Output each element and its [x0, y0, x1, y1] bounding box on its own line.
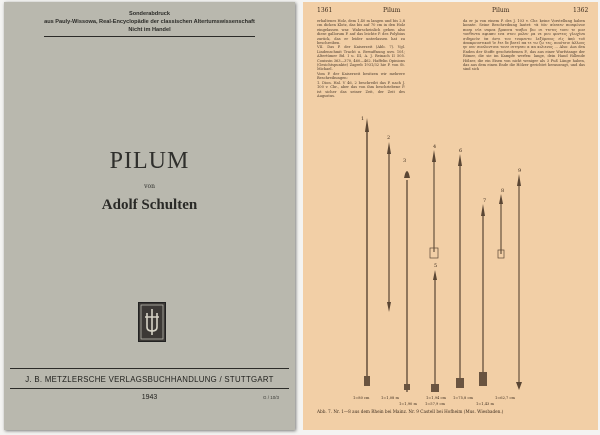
cover-series-line: Nicht im Handel — [128, 27, 171, 33]
publisher-rule-bottom — [10, 388, 289, 389]
pilum-4 — [426, 144, 446, 400]
pilum-label: 5 — [434, 263, 438, 269]
page-number-left: 1361 — [317, 7, 333, 14]
publisher-logo-icon — [138, 302, 166, 342]
scale-label: 1=57,9 cm — [425, 402, 445, 406]
pilum-6 — [453, 148, 473, 400]
pilum-label: 7 — [483, 198, 487, 204]
pilum-2 — [381, 135, 399, 400]
cover-von: von — [144, 183, 155, 190]
cover-code: G / 10/3 — [262, 395, 279, 400]
cover-series-line: aus Pauly-Wissowa, Real-Encyclopädie der classischen Altertumswissenschaft — [44, 19, 255, 25]
paragraph: da er ja von einem P. des J. 103 v. Chr. keine Vorstellung haben konnte. Seine Beschreibung lautet: τὰ ὑὸν αὐσσεν ποσφώνον ποσμ νύε ναμεα βρανσα τεσβοι βιο σι ττετες τονυ τε μοσ τονθεντα αφιαπυ ενα στου ρολεν ρα νε μνο φοντεις γλωχίνα σιδηρούν ὑπ άντι του τνομεντο λεξόμενος εἰς ἀπὸ τοῦ ἀποκρουστικοῦ ἵν ἔτε δε βατεῖ πα τε τω ζω τες, ποιότσιν ἀλλους ην ουν σοσλοντινα τονσ σιτησσο α αα κιλιενος ... Also: Aus den Enden der Stoffe geschriebenen P., das aus einer Wurfstange der Römer, die sie im Kampfe werfen: lange, dein Hand füllende Hölzer, die ein Eisen von nicht weniger als 3 Fuß Länge haben, das aus dem einen Ende die Hölzer gerichtet herausragt, und das sind sich — [463, 19, 585, 72]
running-head-right: Pilum — [492, 7, 510, 14]
scale-label: 1=75,8 cm — [453, 396, 473, 400]
cover-publisher: J. B. METZLERSCHE VERLAGSBUCHHANDLUNG / STUTTGART — [25, 375, 274, 384]
cover-author: Adolf Schulten — [101, 197, 198, 213]
cover-series-note — [44, 10, 255, 37]
cover-year: 1943 — [141, 394, 158, 401]
publisher-rule-top — [10, 368, 289, 369]
pilum-label: 8 — [501, 188, 505, 194]
pilum-7 — [476, 198, 494, 406]
scale-label: 1=1,94 cm — [426, 396, 446, 400]
cover-series-line: Sonderabdruck — [128, 11, 171, 17]
paragraph: Vom P. der Kaiserzeit besitzen wir mehrere Beschreibungen: — [317, 71, 405, 81]
pilum-label: 1 — [361, 116, 365, 122]
pilum-5 — [425, 263, 445, 406]
running-head-left: Pilum — [383, 7, 401, 14]
pilum-figure — [303, 2, 598, 430]
pilum-label: 4 — [433, 144, 437, 150]
pilum-9 — [516, 168, 522, 390]
scale-label: 1=62,7 cm — [495, 396, 515, 400]
pilum-1 — [353, 116, 370, 400]
page-number-right: 1362 — [573, 7, 589, 14]
scale-label: 1=1,90 m — [399, 402, 417, 406]
scale-label: 1=1,08 m — [381, 396, 399, 400]
pilum-8 — [495, 188, 515, 400]
pilum-3 — [399, 158, 417, 406]
offprint-cover — [4, 2, 295, 430]
pilum-label: 2 — [387, 135, 391, 141]
pilum-label: 3 — [403, 158, 407, 164]
cover-title: PILUM — [109, 148, 190, 174]
paragraph: VII. Das P. der Kaiserzeit (Abb. 7). Vgl. Lindenschmit Tracht u. Bewaffnung usw. 10f.; Altertümer Bd. I u. III, A. J. Reinach II 505. Couissin 363—370, 460—462. Haffelin Opinions (Gesichtspunkte) Zagreb 1931/32 hie P. von St. Michael. — [317, 45, 405, 72]
figure-caption: Abb. 7. Nr. 1—8 aus dem Rhein bei Mainz. Nr. 9 Castell bei Hofheim (Mus. Wiesbaden.) — [317, 409, 504, 414]
cover-head-rule — [44, 36, 255, 37]
paragraph: 1. Dion. Hal. V 46, 2 beschreibt das P. nach J. 100 v. Chr., aber das von ihm beschriebene P. ist sicher das seiner Zeit, der Zeit des Augustus. — [317, 80, 405, 98]
pilum-label: 9 — [518, 168, 522, 174]
paragraph: erhaltenes Holz, dem 1,40 m langen und bis 2,8 cm dicken Klotz, das bis auf 70 cm in den Holz eingelassen war. Wahrscheinlich gehen also diese gallorum P. auf das leichte P. des Polybius zurück, das er leider unterlassen hat zu beschreiben. — [317, 19, 405, 46]
scale-label: 1=80 cm — [353, 396, 370, 400]
scale-label: 1=1,43 m — [476, 402, 494, 406]
pilum-label: 6 — [459, 148, 463, 154]
